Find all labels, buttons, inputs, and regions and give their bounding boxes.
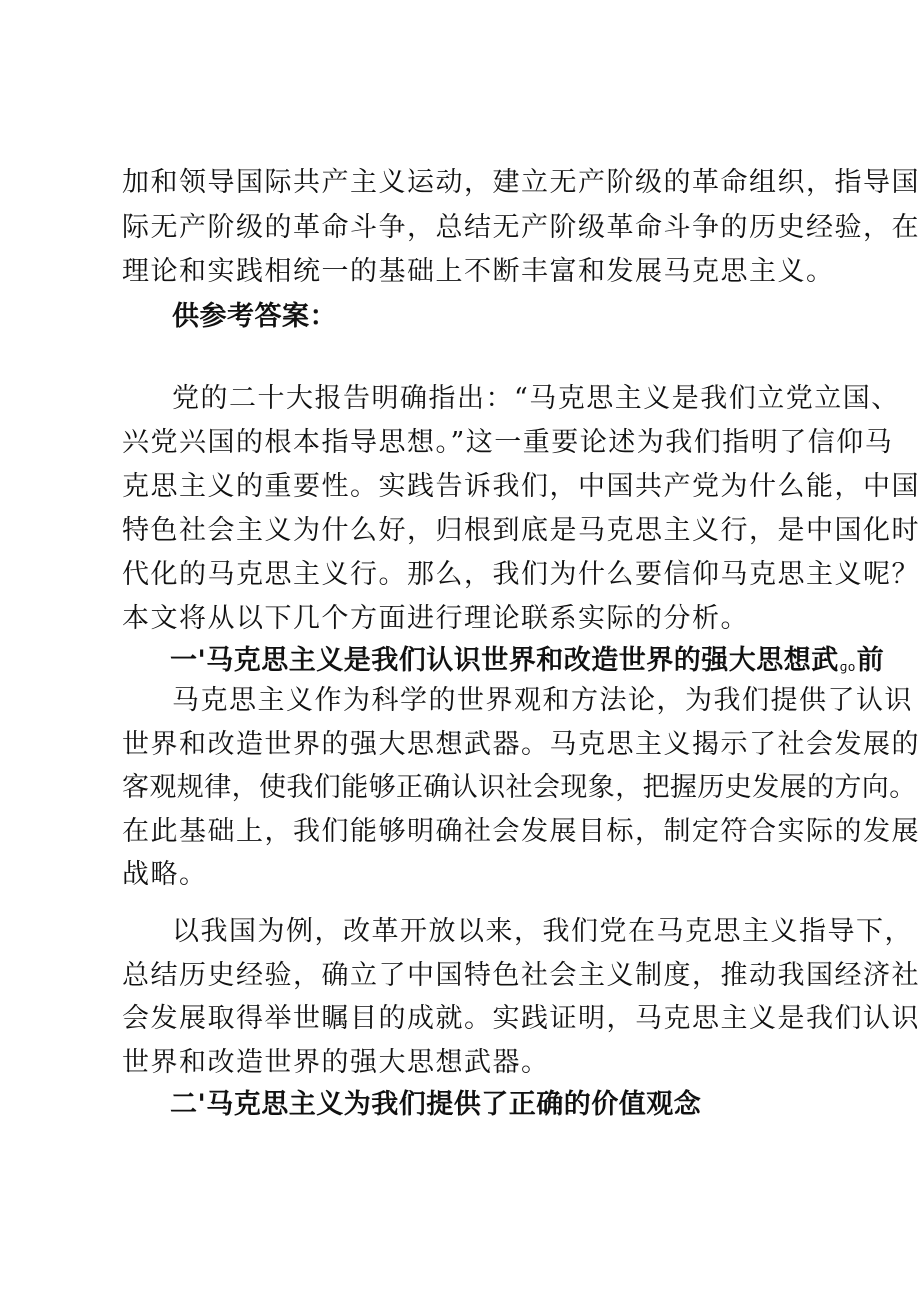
paragraph-1-line-3: 理论和实践相统一的基础上不断丰富和发展马克思主义。 (122, 256, 835, 287)
section-heading-1-fragment: ɡo (839, 660, 856, 674)
paragraph-3-line-2: 世界和改造世界的强大思想武器。马克思主义揭示了社会发展的 (122, 729, 920, 760)
paragraph-2-line-6: 本文将从以下几个方面进行理论联系实际的分析。 (122, 603, 749, 634)
paragraph-1-line-2: 际无产阶级的革命斗争，总结无产阶级革命斗争的历史经验，在 (122, 212, 920, 243)
paragraph-4-line-3: 会发展取得举世瞩目的成就。实践证明，马克思主义是我们认识 (122, 1003, 920, 1034)
paragraph-4-line-4: 世界和改造世界的强大思想武器。 (122, 1047, 550, 1078)
paragraph-3-line-5: 战略。 (122, 859, 208, 890)
section-heading-1-main: 一'马克思主义是我们认识世界和改造世界的强大思想武 (170, 645, 839, 676)
paragraph-3-line-3: 客观规律，使我们能够正确认识社会现象，把握历史发展的方向。 (122, 772, 917, 803)
section-heading-1 (170, 646, 884, 682)
answer-label: 供参考答案： (172, 301, 337, 332)
paragraph-2-line-1: 党的二十大报告明确指出：“马克思主义是我们立党立国、 (172, 383, 900, 414)
paragraph-2-line-5: 代化的马克思主义行。那么，我们为什么要信仰马克思主义呢？ (122, 559, 920, 590)
paragraph-1-line-1: 加和领导国际共产主义运动，建立无产阶级的革命组织，指导国 (122, 167, 920, 198)
section-heading-2: 二'马克思主义为我们提供了正确的价值观念 (170, 1089, 702, 1120)
paragraph-2-line-2: 兴党兴国的根本指导思想。”这一重要论述为我们指明了信仰马 (122, 427, 894, 458)
paragraph-4-line-1: 以我国为例，改革开放以来，我们党在马克思主义指导下， (172, 916, 913, 947)
paragraph-2-line-4: 特色社会主义为什么好，归根到底是马克思主义行，是中国化时 (122, 515, 920, 546)
paragraph-3-line-1: 马克思主义作为科学的世界观和方法论，为我们提供了认识 (172, 685, 913, 716)
paragraph-2-line-3: 克思主义的重要性。实践告诉我们，中国共产党为什么能，中国 (122, 471, 920, 502)
paragraph-4-line-2: 总结历史经验，确立了中国特色社会主义制度，推动我国经济社 (122, 960, 920, 991)
section-heading-1-tail: 前 (856, 645, 885, 676)
paragraph-3-line-4: 在此基础上，我们能够明确社会发展目标，制定符合实际的发展 (122, 816, 920, 847)
